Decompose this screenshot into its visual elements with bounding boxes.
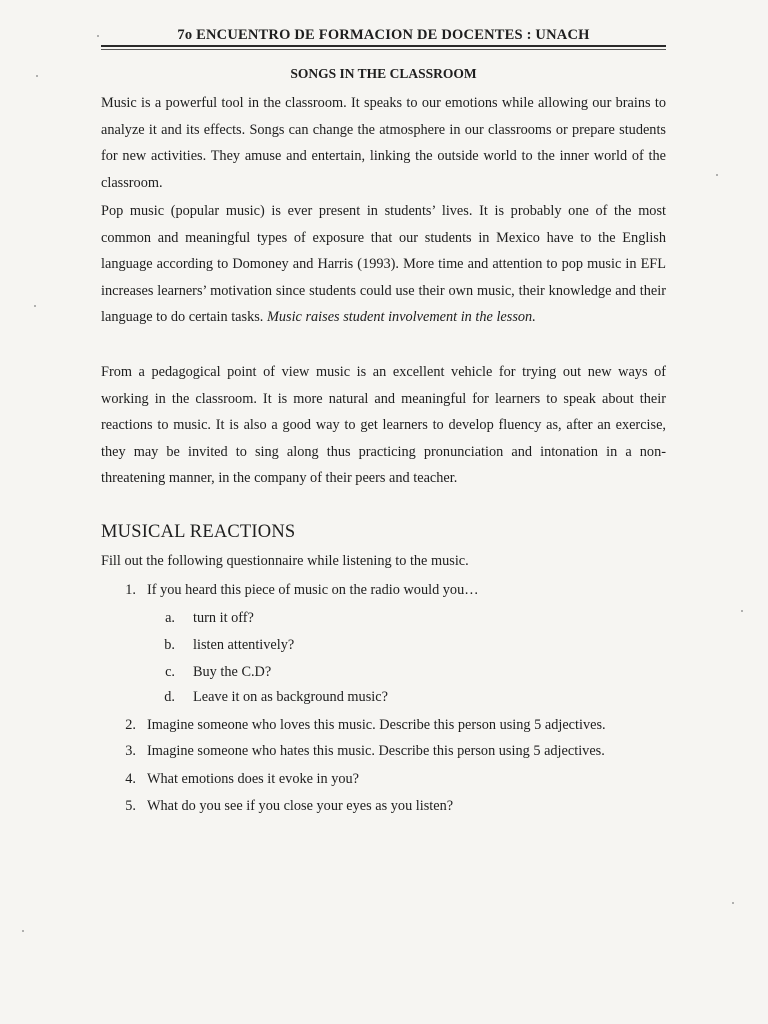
paragraph-1: Music is a powerful tool in the classroom. It speaks to our emotions while allowing our brains to analyze it and its effects. Songs can change the atmosphere in our classrooms or prepare students for new activities. They amuse and entertain, linking the outside world to the inner world of the classroom. — [101, 95, 666, 191]
option-text: turn it off? — [193, 610, 254, 626]
document-title: SONGS IN THE CLASSROOM — [290, 66, 477, 81]
scan-speck — [97, 35, 99, 37]
question-number: 2. — [125, 717, 136, 733]
paragraph-2-text: Pop music (popular music) is ever present in students’ lives. It is probably one of the most common and meaningful types of exposure that our students in Mexico have to the English language according to Domoney and Harris (1993). More time and attention to pop music in EFL increases learners’ motivation since students could use their own music, their knowledge and their language to do certain tasks. — [101, 203, 666, 325]
question-text: If you heard this piece of music on the radio would you… — [147, 582, 479, 598]
question-text: Imagine someone who loves this music. Describe this person using 5 adjectives. — [147, 717, 606, 733]
section-heading: MUSICAL REACTIONS — [101, 522, 296, 542]
option-letter: d. — [164, 689, 175, 705]
option-text: Buy the C.D? — [193, 664, 272, 680]
question-text: What emotions does it evoke in you? — [147, 771, 360, 787]
header-rule — [101, 45, 666, 47]
scan-speck — [732, 902, 734, 904]
scan-speck — [36, 75, 38, 77]
paragraph-3: From a pedagogical point of view music is an excellent vehicle for trying out new ways of working in the classroom. It is more natural and meaningful for learners to speak about their reactions to music. It is also a good way to get learners to develop fluency as, after an exercise, they may be invited to sing along thus practicing pronunciation and intonation in a non-threatening manner, in the company of their peers and teacher. — [101, 364, 666, 486]
question-text: What do you see if you close your eyes as you listen? — [147, 798, 454, 814]
option-letter: c. — [165, 664, 175, 680]
scan-speck — [716, 174, 718, 176]
question-number: 4. — [125, 771, 136, 787]
scan-speck — [34, 305, 36, 307]
document-header: 7o ENCUENTRO DE FORMACION DE DOCENTES : UNACH — [177, 27, 590, 43]
option-text: listen attentively? — [193, 637, 295, 653]
scan-speck — [741, 610, 743, 612]
paragraph-2-italic: Music raises student involvement in the lesson. — [266, 309, 536, 325]
question-number: 1. — [125, 582, 136, 598]
paragraph-2 — [101, 198, 666, 331]
option-letter: a. — [165, 610, 175, 626]
header-rule-thin — [101, 49, 666, 50]
option-text: Leave it on as background music? — [193, 689, 388, 705]
questionnaire-instructions: Fill out the following questionnaire while listening to the music. — [101, 553, 469, 569]
question-number: 5. — [125, 798, 136, 814]
scan-speck — [22, 930, 24, 932]
option-letter: b. — [164, 637, 175, 653]
question-text: Imagine someone who hates this music. Describe this person using 5 adjectives. — [147, 743, 605, 759]
question-number: 3. — [125, 743, 136, 759]
